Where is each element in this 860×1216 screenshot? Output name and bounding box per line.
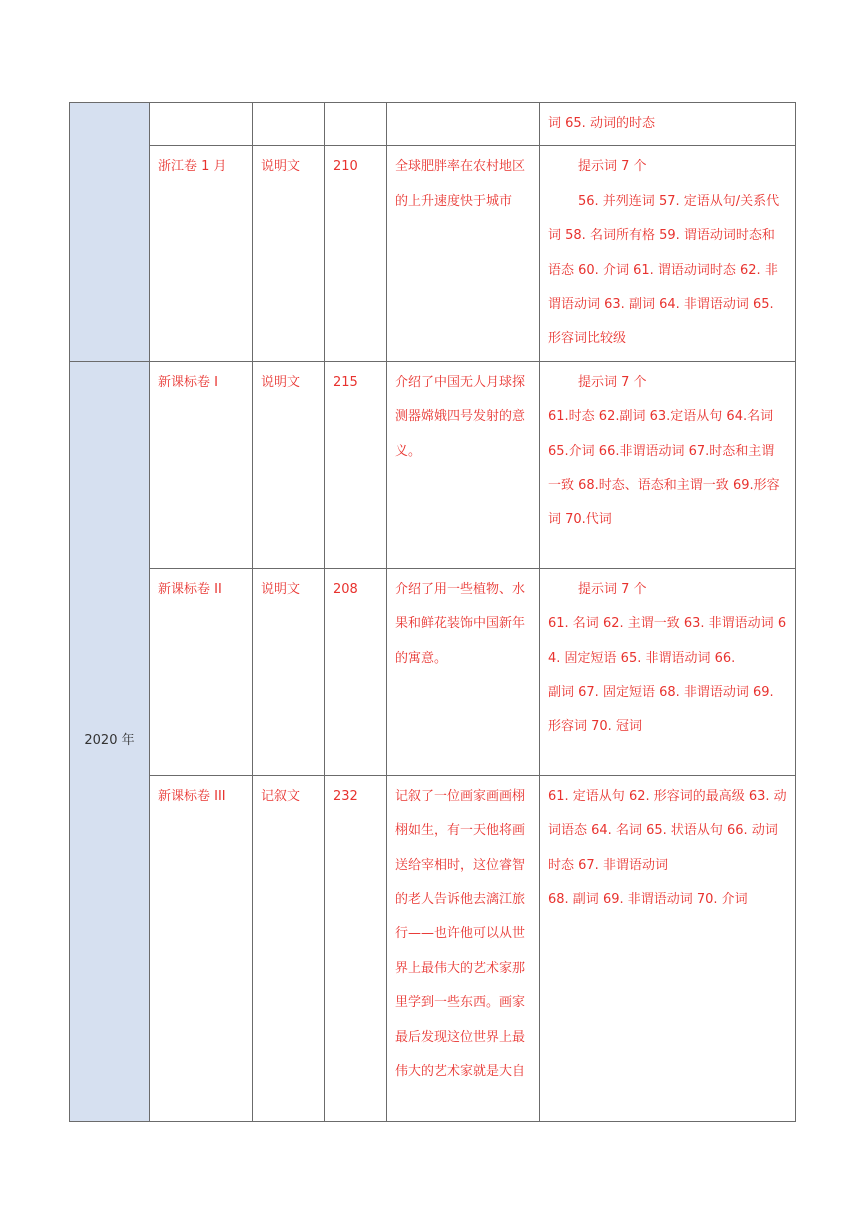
table-row [70, 361, 796, 568]
word-count: 215 [333, 374, 358, 390]
words-cell [325, 146, 387, 361]
word-count: 232 [333, 788, 358, 804]
genre-cell [253, 775, 325, 1121]
paper-name: 新课标卷 III [158, 788, 226, 804]
genre-text: 说明文 [261, 581, 301, 597]
paper-name: 新课标卷 I [158, 374, 218, 390]
topic-cell [387, 361, 540, 568]
year-label: 2020 年 [84, 733, 135, 749]
points-text: 61. 定语从句 62. 形容词的最高级 63. 动词语态 64. 名词 65. 状语从句 66. 动词时态 67. 非谓语动词 [548, 788, 787, 873]
topic-cell [387, 568, 540, 775]
paper-cell [150, 568, 253, 775]
words-cell [325, 361, 387, 568]
topic-cell [387, 146, 540, 361]
table-row [70, 103, 796, 146]
points-text: 副词 67. 固定短语 68. 非谓语动词 69. 形容词 70. 冠词 [548, 685, 774, 735]
table-row [70, 775, 796, 1121]
genre-cell [253, 103, 325, 146]
table-row [70, 146, 796, 361]
exam-table [69, 102, 796, 1122]
points-text: 68. 副词 69. 非谓语动词 70. 介词 [548, 892, 748, 908]
genre-text: 记叙文 [261, 788, 301, 804]
topic-text: 全球肥胖率在农村地区的上升速度快于城市 [395, 159, 526, 209]
genre-text: 说明文 [261, 159, 301, 175]
genre-cell [253, 146, 325, 361]
topic-text: 介绍了中国无人月球探测器嫦娥四号发射的意义。 [395, 374, 526, 459]
points-text: 61.时态 62.副词 63.定语从句 64.名词 [548, 409, 774, 425]
points-lead: 提示词 7 个 [578, 374, 647, 390]
paper-cell [150, 361, 253, 568]
points-cell [540, 775, 796, 1121]
word-count: 210 [333, 159, 358, 175]
points-lead: 提示词 7 个 [578, 581, 647, 597]
word-count: 208 [333, 581, 358, 597]
points-cell [540, 146, 796, 361]
points-text: 词 65. 动词的时态 [548, 116, 655, 131]
points-cell [540, 361, 796, 568]
paper-name: 浙江卷 1 月 [158, 159, 227, 175]
points-cell [540, 103, 796, 146]
words-cell [325, 103, 387, 146]
points-text: 61. 名词 62. 主谓一致 63. 非谓语动词 64. 固定短语 65. 非谓语动词 66. [548, 616, 787, 666]
points-cell [540, 568, 796, 775]
points-text: 65.介词 66.非谓语动词 67.时态和主谓一致 68.时态、语态和主谓一致 69.形容词 70.代词 [548, 443, 780, 528]
topic-cell [387, 775, 540, 1121]
paper-cell [150, 146, 253, 361]
words-cell [325, 568, 387, 775]
genre-cell [253, 568, 325, 775]
words-cell [325, 775, 387, 1121]
topic-text: 介绍了用一些植物、水果和鲜花装饰中国新年的寓意。 [395, 581, 526, 666]
points-lead: 提示词 7 个 [578, 159, 647, 175]
genre-text: 说明文 [261, 374, 301, 390]
points-text: 56. 并列连词 57. 定语从句/关系代词 58. 名词所有格 59. 谓语动词时态和语态 60. 介词 61. 谓语动词时态 62. 非谓语动词 63. 副词 64. 非谓语动词 65. 形容词比较级 [548, 193, 780, 347]
year-cell-blank [70, 103, 150, 362]
genre-cell [253, 361, 325, 568]
table-row [70, 568, 796, 775]
year-cell [70, 361, 150, 1121]
paper-cell [150, 775, 253, 1121]
paper-cell [150, 103, 253, 146]
paper-name: 新课标卷 II [158, 581, 222, 597]
topic-text: 记叙了一位画家画画栩栩如生，有一天他将画送给宰相时，这位睿智的老人告诉他去漓江旅行——也许他可以从世界上最伟大的艺术家那里学到一些东西。画家最后发现这位世界上最伟大的艺术家就是大自 [395, 788, 526, 1080]
topic-cell [387, 103, 540, 146]
